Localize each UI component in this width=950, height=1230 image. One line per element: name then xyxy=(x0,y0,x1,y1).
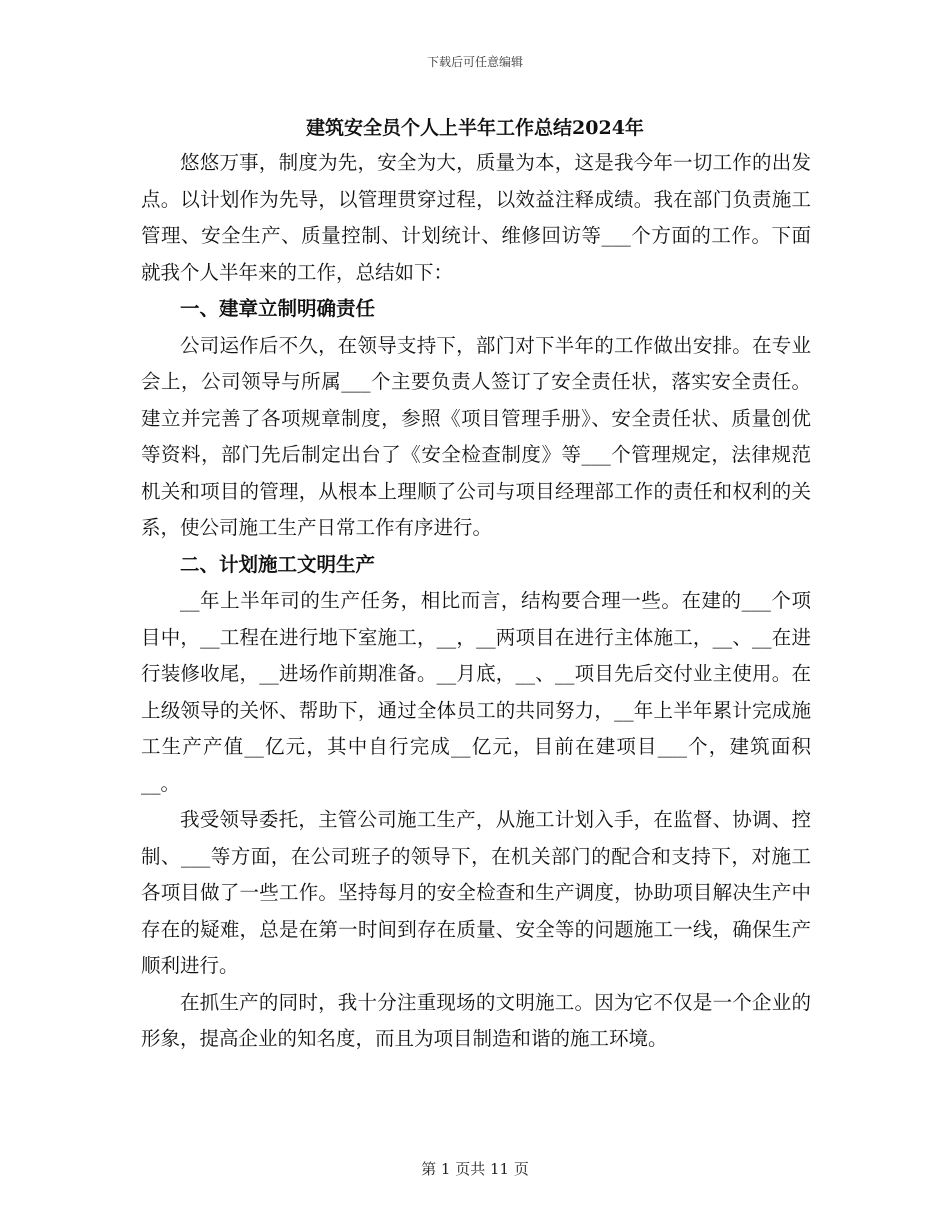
paragraph-intro: 悠悠万事，制度为先，安全为大，质量为本，这是我今年一切工作的出发点。以计划作为先导，以管理贯穿过程，以效益注释成绩。我在部门负责施工管理、安全生产、质量控制、计划统计、维修回访等___个方面的工作。下面就我个人半年来的工作，总结如下： xyxy=(141,151,811,284)
paragraph-civilized-construction: 在抓生产的同时，我十分注重现场的文明施工。因为它不仅是一个企业的形象，提高企业的知名度，而且为项目制造和谐的施工环境。 xyxy=(141,990,811,1050)
footer-total-pages: 11 xyxy=(490,1160,510,1178)
paragraph-production-tasks: __年上半年司的生产任务，相比而言，结构要合理一些。在建的___个项目中，__工程在进行地下室施工，__，__两项目在进行主体施工，__、__在进行装修收尾，__进场作前期准备。__月底，__、__项目先后交付业主使用。在上级领导的关怀、帮助下，通过全体员工的共同努力，__年上半年累计完成施工生产产值__亿元，其中自行完成__亿元，目前在建项目___个，建筑面积__。 xyxy=(141,589,811,795)
section-heading-2: 二、计划施工文明生产 xyxy=(180,552,376,576)
footer-current-page: 1 xyxy=(440,1160,451,1178)
header-note: 下载后可任意编辑 xyxy=(426,55,523,69)
footer-middle: 页共 xyxy=(455,1160,486,1178)
footer-suffix: 页 xyxy=(513,1160,529,1178)
footer-prefix: 第 xyxy=(421,1160,437,1178)
paragraph-section-1: 公司运作后不久，在领导支持下，部门对下半年的工作做出安排。在专业会上，公司领导与所属___个主要负责人签订了安全责任状，落实安全责任。建立并完善了各项规章制度，参照《项目管理手册》、安全责任状、质量创优等资料，部门先后制定出台了《安全检查制度》等___个管理规定，法律规范机关和项目的管理，从根本上理顺了公司与项目经理部工作的责任和权利的关系，使公司施工生产日常工作有序进行。 xyxy=(141,333,811,539)
section-heading-1: 一、建章立制明确责任 xyxy=(180,297,376,320)
document-title: 建筑安全员个人上半年工作总结2024年 xyxy=(306,117,644,139)
document-body xyxy=(141,145,811,1058)
page-footer xyxy=(0,1158,950,1179)
paragraph-construction-management: 我受领导委托，主管公司施工生产，从施工计划入手，在监督、协调、控制、___等方面，在公司班子的领导下，在机关部门的配合和支持下，对施工各项目做了一些工作。坚持每月的安全检查和生产调度，协助项目解决生产中存在的疑难，总是在第一时间到存在质量、安全等的问题施工一线，确保生产顺利进行。 xyxy=(141,808,811,977)
